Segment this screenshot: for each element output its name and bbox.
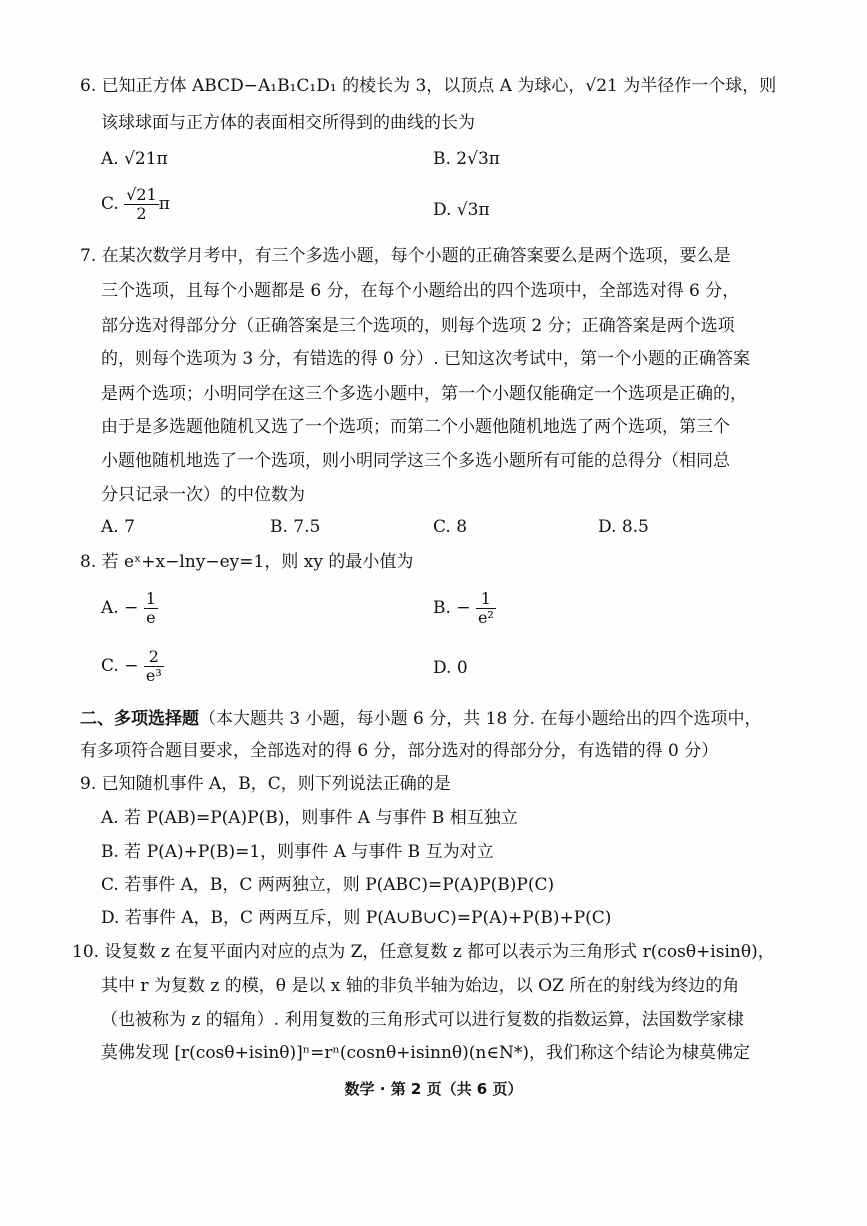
q9-line-1: 9. 已知随机事件 A，B，C，则下列说法正确的是 [80, 774, 451, 794]
q8-option-c-fraction [144, 648, 164, 685]
q8-option-d: D. 0 [433, 658, 468, 678]
q8-option-a-denominator: e [146, 608, 156, 627]
q8-option-c-denominator: e³ [145, 666, 162, 685]
q7-line-8: 分只记录一次）的中位数为 [101, 485, 305, 505]
q8-option-b-numerator: 1 [476, 590, 496, 609]
q7-line-6: 由于是多选题他随机又选了一个选项；而第二个小题他随机地选了两个选项，第三个 [101, 417, 730, 437]
q8-option-a-fraction [144, 590, 158, 627]
q8-option-c [101, 648, 164, 685]
q6-line-2: 该球球面与正方体的表面相交所得到的曲线的长为 [101, 113, 475, 133]
page-footer: 数学 · 第 2 页（共 6 页） [344, 1080, 523, 1098]
q6-option-a: A. √21π [101, 149, 168, 169]
q7-line-4: 的，则每个选项为 3 分，有错选的得 0 分）. 已知这次考试中，第一个小题的正确答案 [101, 349, 751, 369]
q7-option-d: D. 8.5 [598, 517, 649, 537]
q8-option-c-numerator: 2 [144, 648, 164, 667]
q8-option-c-label: C. − [101, 656, 139, 676]
section-2-instructions: （本大题共 3 小题，每小题 6 分，共 18 分. 在每小题给出的四个选项中， [199, 709, 762, 729]
q6-line-1: 6. 已知正方体 ABCD−A₁B₁C₁D₁ 的棱长为 3，以顶点 A 为球心，√21 为半径作一个球，则 [80, 76, 777, 96]
q6-option-c-denominator: 2 [136, 204, 147, 223]
q8-option-a-numerator: 1 [145, 589, 156, 608]
q10-line-3: （也被称为 z 的辐角）. 利用复数的三角形式可以进行复数的指数运算，法国数学家棣 [101, 1010, 744, 1030]
q7-line-2: 三个选项，且每个小题都是 6 分，在每个小题给出的四个选项中，全部选对得 6 分， [101, 281, 740, 301]
q9-option-d: D. 若事件 A，B，C 两两互斥，则 P(A∪B∪C)=P(A)+P(B)+P(C) [101, 908, 612, 928]
q6-option-c-tail: π [158, 194, 170, 214]
q7-line-5: 是两个选项；小明同学在这三个多选小题中，第一个小题仅能确定一个选项是正确的， [101, 384, 747, 404]
q6-option-c-fraction [124, 186, 159, 223]
q8-line-1: 8. 若 eˣ+x−lny−ey=1，则 xy 的最小值为 [80, 552, 414, 572]
q7-line-7: 小题他随机地选了一个选项，则小明同学这三个多选小题所有可能的总得分（相同总 [101, 451, 730, 471]
q6-option-c-label: C. [101, 194, 119, 214]
q7-option-a: A. 7 [101, 517, 135, 537]
q6-option-c-numerator: √21 [126, 185, 157, 204]
q6-option-c [101, 186, 170, 223]
q10-line-2: 其中 r 为复数 z 的模，θ 是以 x 轴的非负半轴为始边，以 OZ 所在的射线为终边的角 [101, 976, 740, 996]
q7-line-3: 部分选对得部分分（正确答案是三个选项的，则每个选项 2 分；正确答案是两个选项 [101, 316, 735, 336]
q8-option-a [101, 590, 158, 627]
q9-option-c: C. 若事件 A，B，C 两两独立，则 P(ABC)=P(A)P(B)P(C) [101, 875, 555, 895]
section-2-line-2: 有多项符合题目要求，全部选对的得 6 分，部分选对的得部分分，有选错的得 0 分） [80, 741, 719, 761]
q6-option-d: D. √3π [433, 200, 490, 220]
q9-option-a: A. 若 P(AB)=P(A)P(B)，则事件 A 与事件 B 相互独立 [101, 808, 518, 828]
q8-option-b-denominator: e² [477, 608, 494, 627]
q8-option-b-fraction [476, 590, 496, 627]
q8-option-b-label: B. − [433, 598, 471, 618]
q9-option-b: B. 若 P(A)+P(B)=1，则事件 A 与事件 B 互为对立 [101, 842, 494, 862]
q7-option-b: B. 7.5 [270, 517, 321, 537]
q7-line-1: 7. 在某次数学月考中，有三个多选小题，每个小题的正确答案要么是两个选项，要么是 [80, 246, 731, 266]
q10-line-1: 10. 设复数 z 在复平面内对应的点为 Z，任意复数 z 都可以表示为三角形式 r(cosθ+isinθ)， [72, 942, 775, 962]
q6-option-b: B. 2√3π [433, 149, 500, 169]
q10-line-4: 莫佛发现 [r(cosθ+isinθ)]ⁿ=rⁿ(cosnθ+isinnθ)(n∈N*)，我们称这个结论为棣莫佛定 [101, 1043, 750, 1063]
section-2-title: 二、多项选择题 [80, 709, 199, 729]
q8-option-a-label: A. − [101, 598, 139, 618]
q8-option-b [433, 590, 496, 627]
q7-option-c: C. 8 [433, 517, 468, 537]
section-2-line-1 [80, 707, 762, 731]
